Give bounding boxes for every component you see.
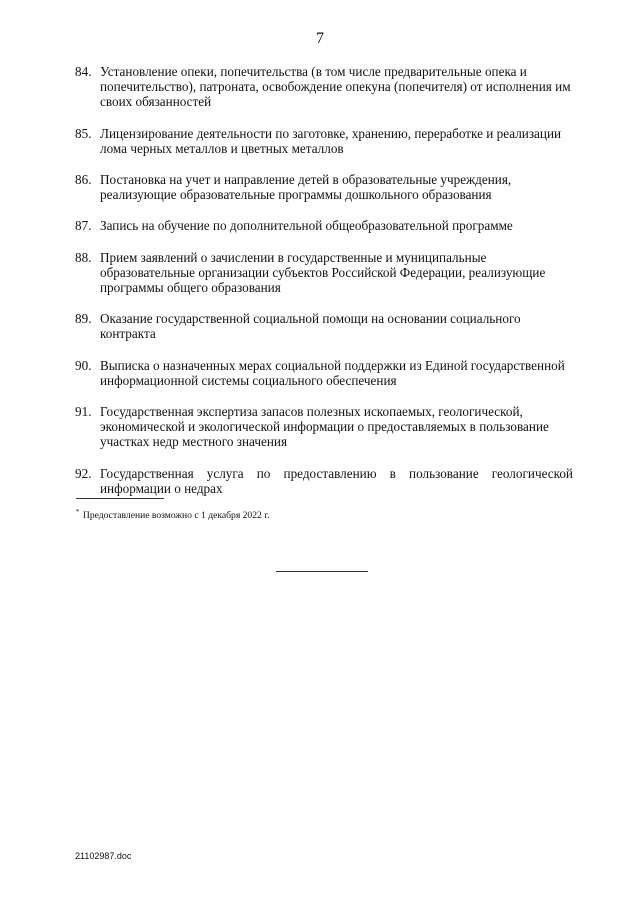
item-number: 92.: [75, 465, 92, 481]
list-item: [75, 358, 573, 388]
item-number: 90.: [75, 357, 92, 373]
item-number: 88.: [75, 249, 92, 265]
footnote-text: Предоставление возможно с 1 декабря 2022 г.: [82, 510, 270, 522]
footnote-mark: *: [76, 508, 80, 516]
item-text: Выписка о назначенных мерах социальной поддержки из Единой государственной информационной системы социального обеспечения: [100, 357, 565, 388]
end-of-document-rule: [276, 571, 368, 572]
list-item: [75, 311, 573, 341]
list-item: [75, 466, 573, 496]
service-list: [75, 64, 573, 512]
list-item: [75, 126, 573, 156]
item-text: Государственная экспертиза запасов полезных ископаемых, геологической, экономической и экологической информации о предоставляемых в пользование участках недр местного значения: [100, 404, 549, 450]
item-number: 84.: [75, 64, 92, 79]
item-number: 85.: [75, 125, 92, 141]
item-text: Запись на обучение по дополнительной общеобразовательной программе: [100, 218, 513, 234]
item-text: Постановка на учет и направление детей в образовательные учреждения, реализующие образовательные программы дошкольного образования: [100, 172, 512, 203]
list-item: [75, 250, 573, 296]
item-number: 87.: [75, 218, 92, 234]
item-text: Установление опеки, попечительства (в том числе предварительные опека и попечительство), патроната, освобождение опекуна (попечителя) от исполнения им своих обязанностей: [100, 64, 571, 110]
list-item: [75, 404, 573, 450]
footnote: [76, 506, 269, 522]
item-number: 89.: [75, 311, 92, 327]
item-text: Оказание государственной социальной помощи на основании социального контракта: [100, 311, 521, 342]
footnote-divider: [76, 498, 164, 499]
item-text: Прием заявлений о зачислении в государственные и муниципальные образовательные организации субъектов Российской Федерации, реализующие программы общего образования: [100, 249, 546, 296]
list-item: [75, 218, 573, 233]
item-text: Лицензирование деятельности по заготовке, хранению, переработке и реализации лома черных металлов и цветных металлов: [100, 125, 562, 156]
item-number: 86.: [75, 172, 92, 188]
item-text: Государственная услуга по предоставлению в пользование геологической информации о недрах: [100, 465, 573, 496]
list-item: [75, 64, 573, 110]
list-item: [75, 172, 573, 202]
item-number: 91.: [75, 404, 92, 420]
page-number: 7: [316, 30, 324, 47]
document-filename: 21102987.doc: [75, 851, 132, 861]
